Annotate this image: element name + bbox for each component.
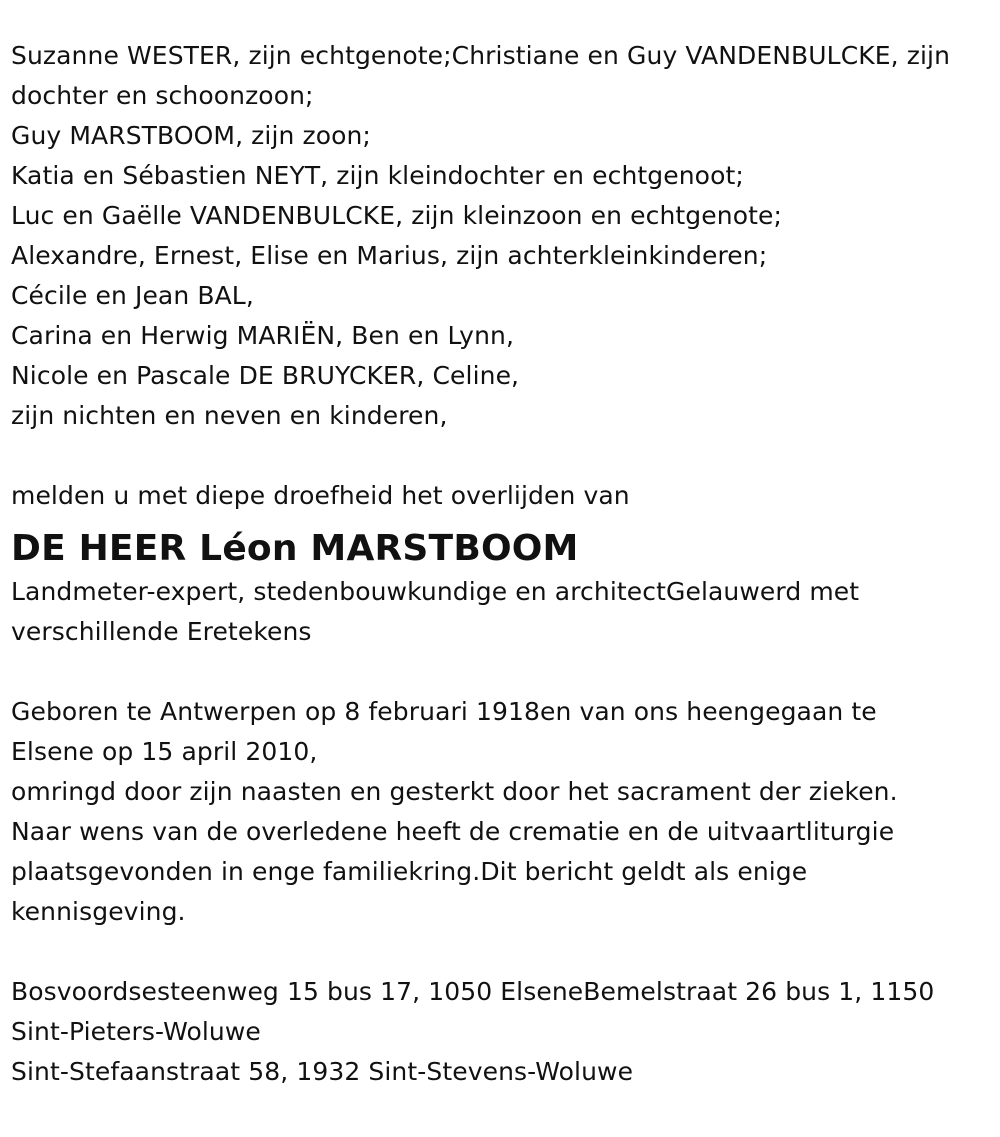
family-line: Carina en Herwig MARIËN, Ben en Lynn, [11, 321, 515, 350]
family-line: dochter en schoonzoon; [11, 81, 314, 110]
family-line: Luc en Gaëlle VANDENBULCKE, zijn kleinzoon en echtgenote; [11, 201, 783, 230]
family-line: Suzanne WESTER, zijn echtgenote;Christiane en Guy VANDENBULCKE, zijn [11, 41, 951, 70]
title-line: verschillende Eretekens [11, 617, 312, 646]
address-line: Bosvoordsesteenweg 15 bus 17, 1050 ElseneBemelstraat 26 bus 1, 1150 [11, 977, 935, 1006]
address-block [11, 972, 988, 1092]
details-line: Geboren te Antwerpen op 8 februari 1918en van ons heengegaan te [11, 697, 877, 726]
address-line: Sint-Pieters-Woluwe [11, 1017, 261, 1046]
family-line: Alexandre, Ernest, Elise en Marius, zijn achterkleinkinderen; [11, 241, 768, 270]
family-line: Guy MARSTBOOM, zijn zoon; [11, 121, 371, 150]
spacer [11, 652, 988, 692]
deceased-titles [11, 572, 988, 652]
spacer [11, 436, 988, 476]
details-line: Naar wens van de overledene heeft de crematie en de uitvaartliturgie [11, 817, 895, 846]
family-line: Cécile en Jean BAL, [11, 281, 254, 310]
title-line: Landmeter-expert, stedenbouwkundige en architectGelauwerd met [11, 577, 860, 606]
details-paragraph [11, 692, 988, 932]
deceased-name: DE HEER Léon MARSTBOOM [11, 528, 579, 569]
details-line: omringd door zijn naasten en gesterkt door het sacrament der zieken. [11, 777, 898, 806]
family-line: Katia en Sébastien NEYT, zijn kleindochter en echtgenoot; [11, 161, 744, 190]
details-line: kennisgeving. [11, 897, 186, 926]
spacer [11, 932, 988, 972]
family-line: Nicole en Pascale DE BRUYCKER, Celine, [11, 361, 520, 390]
address-line: Sint-Stefaanstraat 58, 1932 Sint-Stevens-Woluwe [11, 1057, 634, 1086]
family-line: zijn nichten en neven en kinderen, [11, 401, 448, 430]
family-list [11, 36, 988, 436]
details-line: Elsene op 15 april 2010, [11, 737, 318, 766]
details-line: plaatsgevonden in enge familiekring.Dit bericht geldt als enige [11, 857, 808, 886]
announcement-text: melden u met diepe droefheid het overlijden van [11, 481, 630, 510]
